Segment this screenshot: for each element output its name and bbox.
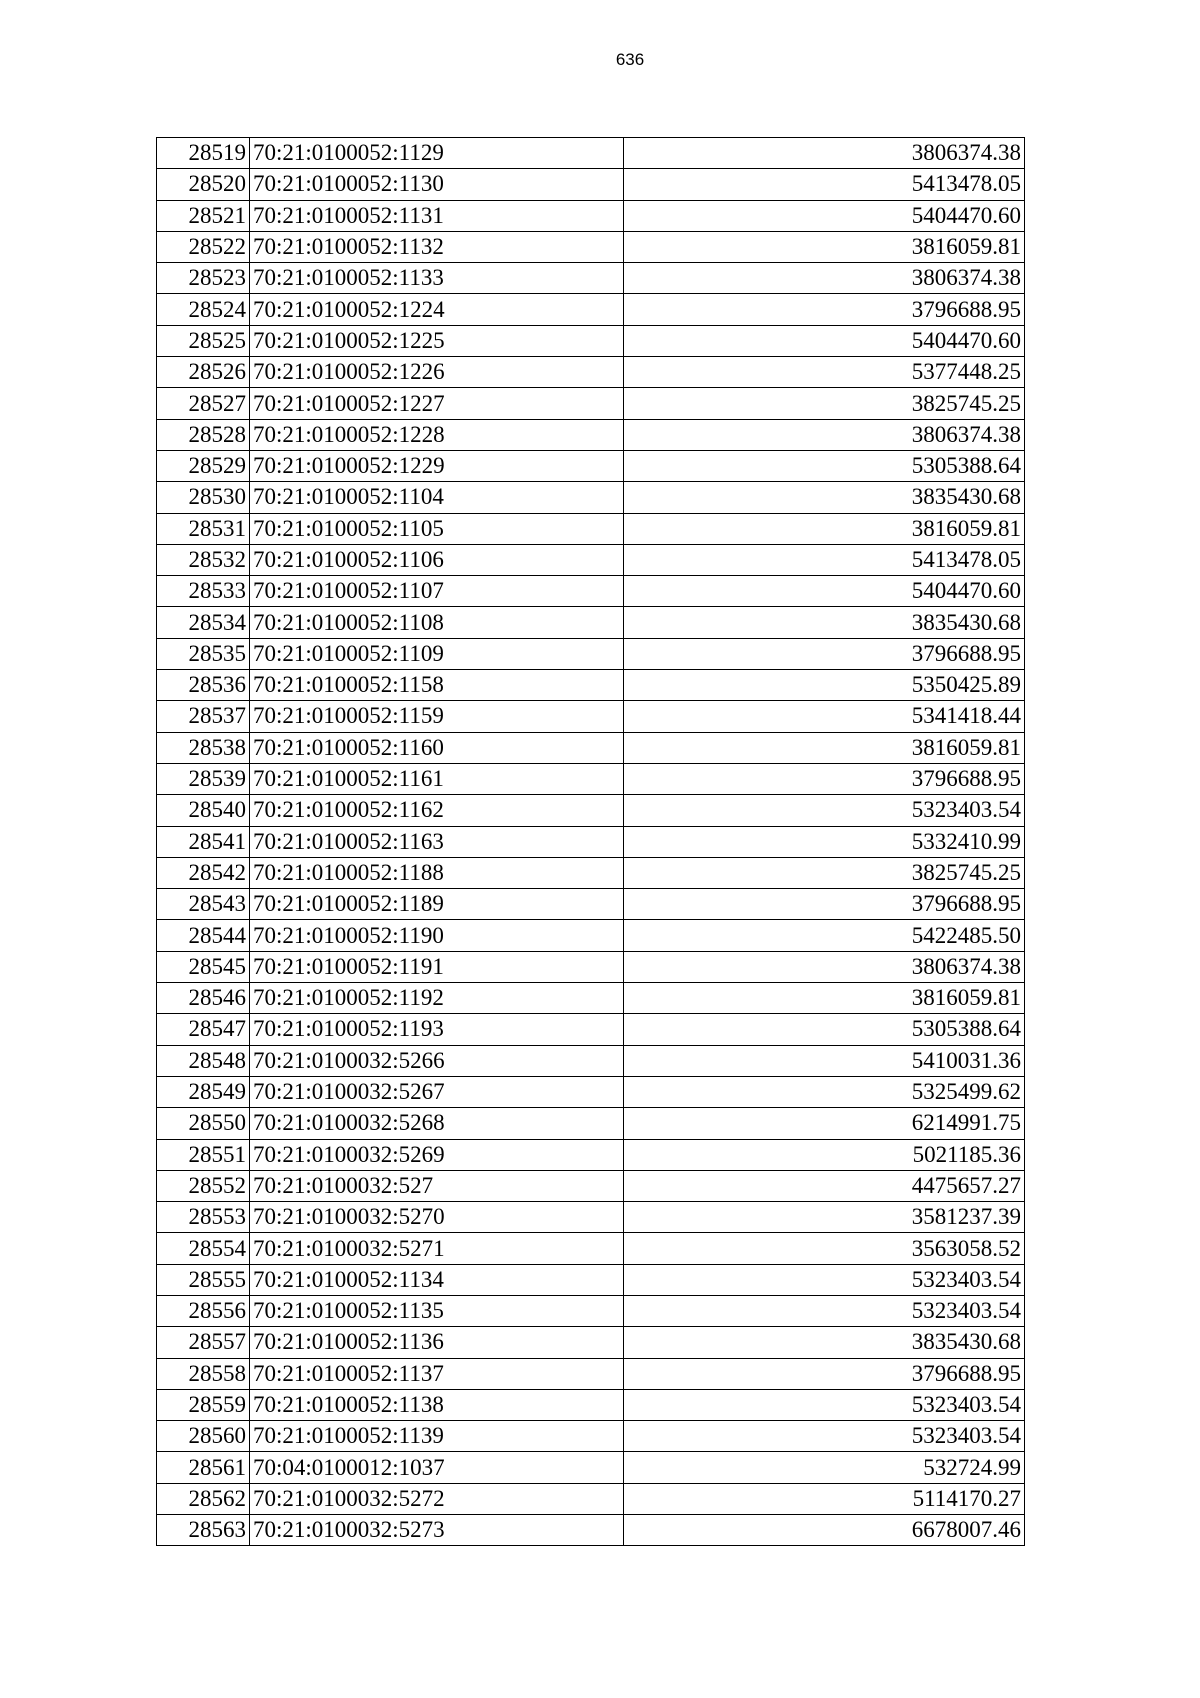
cadastral-value-cell: 5114170.27	[624, 1483, 1025, 1514]
table-row	[157, 1108, 1025, 1139]
row-number-cell: 28535	[157, 638, 250, 669]
row-number-cell: 28554	[157, 1233, 250, 1264]
table-row	[157, 325, 1025, 356]
table-row	[157, 1014, 1025, 1045]
cadastral-value-cell: 5323403.54	[624, 1264, 1025, 1295]
table-row	[157, 1515, 1025, 1546]
table-row	[157, 1389, 1025, 1420]
table-row	[157, 983, 1025, 1014]
row-number-cell: 28527	[157, 388, 250, 419]
cadastral-number-cell: 70:21:0100052:1161	[250, 763, 624, 794]
row-number-cell: 28528	[157, 419, 250, 450]
row-number-cell: 28542	[157, 857, 250, 888]
table-row	[157, 1358, 1025, 1389]
cadastral-value-cell: 3825745.25	[624, 857, 1025, 888]
cadastral-value-cell: 3796688.95	[624, 1358, 1025, 1389]
cadastral-value-cell: 3806374.38	[624, 951, 1025, 982]
cadastral-value-cell: 3816059.81	[624, 732, 1025, 763]
cadastral-number-cell: 70:21:0100052:1106	[250, 544, 624, 575]
cadastral-value-cell: 5332410.99	[624, 826, 1025, 857]
cadastral-value-cell: 3835430.68	[624, 1327, 1025, 1358]
row-number-cell: 28549	[157, 1076, 250, 1107]
cadastral-value-cell: 3816059.81	[624, 983, 1025, 1014]
cadastral-number-cell: 70:21:0100052:1190	[250, 920, 624, 951]
table-row	[157, 544, 1025, 575]
cadastral-value-cell: 3796688.95	[624, 294, 1025, 325]
table-row	[157, 889, 1025, 920]
table-row	[157, 1076, 1025, 1107]
row-number-cell: 28538	[157, 732, 250, 763]
row-number-cell: 28552	[157, 1170, 250, 1201]
row-number-cell: 28543	[157, 889, 250, 920]
table-row	[157, 1202, 1025, 1233]
cadastral-value-cell: 3806374.38	[624, 263, 1025, 294]
cadastral-number-cell: 70:21:0100052:1130	[250, 169, 624, 200]
cadastral-number-cell: 70:21:0100032:5270	[250, 1202, 624, 1233]
table-row	[157, 951, 1025, 982]
table-row	[157, 1045, 1025, 1076]
cadastral-number-cell: 70:21:0100052:1188	[250, 857, 624, 888]
cadastral-value-cell: 5325499.62	[624, 1076, 1025, 1107]
cadastral-number-cell: 70:21:0100052:1105	[250, 513, 624, 544]
table-row	[157, 1264, 1025, 1295]
table-row	[157, 169, 1025, 200]
cadastral-value-cell: 6678007.46	[624, 1515, 1025, 1546]
row-number-cell: 28525	[157, 325, 250, 356]
table-row	[157, 826, 1025, 857]
table-row	[157, 231, 1025, 262]
row-number-cell: 28551	[157, 1139, 250, 1170]
table-row	[157, 1170, 1025, 1201]
row-number-cell: 28540	[157, 795, 250, 826]
table-row	[157, 670, 1025, 701]
cadastral-value-cell: 3796688.95	[624, 889, 1025, 920]
row-number-cell: 28531	[157, 513, 250, 544]
cadastral-value-cell: 3806374.38	[624, 419, 1025, 450]
cadastral-value-cell: 5323403.54	[624, 1295, 1025, 1326]
row-number-cell: 28557	[157, 1327, 250, 1358]
cadastral-number-cell: 70:21:0100052:1139	[250, 1421, 624, 1452]
cadastral-value-cell: 3835430.68	[624, 482, 1025, 513]
table-row	[157, 576, 1025, 607]
table-row	[157, 1233, 1025, 1264]
cadastral-number-cell: 70:04:0100012:1037	[250, 1452, 624, 1483]
cadastral-number-cell: 70:21:0100052:1189	[250, 889, 624, 920]
cadastral-number-cell: 70:21:0100052:1129	[250, 138, 624, 169]
row-number-cell: 28541	[157, 826, 250, 857]
cadastral-value-cell: 3816059.81	[624, 513, 1025, 544]
cadastral-number-cell: 70:21:0100032:5269	[250, 1139, 624, 1170]
row-number-cell: 28553	[157, 1202, 250, 1233]
cadastral-number-cell: 70:21:0100052:1159	[250, 701, 624, 732]
cadastral-value-cell: 5413478.05	[624, 544, 1025, 575]
table-row	[157, 450, 1025, 481]
cadastral-value-cell: 3816059.81	[624, 231, 1025, 262]
cadastral-value-cell: 5377448.25	[624, 357, 1025, 388]
row-number-cell: 28529	[157, 450, 250, 481]
cadastral-value-cell: 3806374.38	[624, 138, 1025, 169]
table-row	[157, 419, 1025, 450]
cadastral-value-cell: 5422485.50	[624, 920, 1025, 951]
table-row	[157, 857, 1025, 888]
table-row	[157, 638, 1025, 669]
table-row	[157, 763, 1025, 794]
cadastral-value-cell: 3835430.68	[624, 607, 1025, 638]
cadastral-number-cell: 70:21:0100052:1137	[250, 1358, 624, 1389]
row-number-cell: 28560	[157, 1421, 250, 1452]
row-number-cell: 28523	[157, 263, 250, 294]
table-row	[157, 263, 1025, 294]
cadastral-number-cell: 70:21:0100052:1104	[250, 482, 624, 513]
row-number-cell: 28519	[157, 138, 250, 169]
cadastral-value-cell: 6214991.75	[624, 1108, 1025, 1139]
cadastral-value-cell: 5404470.60	[624, 200, 1025, 231]
row-number-cell: 28563	[157, 1515, 250, 1546]
row-number-cell: 28522	[157, 231, 250, 262]
cadastral-number-cell: 70:21:0100032:5268	[250, 1108, 624, 1139]
row-number-cell: 28545	[157, 951, 250, 982]
table-row	[157, 200, 1025, 231]
table-row	[157, 513, 1025, 544]
cadastral-number-cell: 70:21:0100052:1228	[250, 419, 624, 450]
cadastral-number-cell: 70:21:0100052:1133	[250, 263, 624, 294]
cadastral-value-cell: 4475657.27	[624, 1170, 1025, 1201]
cadastral-number-cell: 70:21:0100052:1107	[250, 576, 624, 607]
row-number-cell: 28536	[157, 670, 250, 701]
table-row	[157, 701, 1025, 732]
cadastral-number-cell: 70:21:0100052:1192	[250, 983, 624, 1014]
cadastral-value-cell: 5410031.36	[624, 1045, 1025, 1076]
row-number-cell: 28521	[157, 200, 250, 231]
row-number-cell: 28561	[157, 1452, 250, 1483]
cadastral-number-cell: 70:21:0100052:1109	[250, 638, 624, 669]
table-row	[157, 1327, 1025, 1358]
cadastral-value-table	[156, 137, 1025, 1546]
cadastral-number-cell: 70:21:0100052:1193	[250, 1014, 624, 1045]
cadastral-value-cell: 532724.99	[624, 1452, 1025, 1483]
row-number-cell: 28555	[157, 1264, 250, 1295]
cadastral-number-cell: 70:21:0100052:1108	[250, 607, 624, 638]
row-number-cell: 28530	[157, 482, 250, 513]
row-number-cell: 28532	[157, 544, 250, 575]
row-number-cell: 28539	[157, 763, 250, 794]
row-number-cell: 28550	[157, 1108, 250, 1139]
table-row	[157, 1421, 1025, 1452]
page-number: 636	[615, 50, 645, 69]
table-row	[157, 294, 1025, 325]
table-row	[157, 1452, 1025, 1483]
row-number-cell: 28524	[157, 294, 250, 325]
cadastral-number-cell: 70:21:0100052:1163	[250, 826, 624, 857]
row-number-cell: 28537	[157, 701, 250, 732]
cadastral-value-cell: 3563058.52	[624, 1233, 1025, 1264]
row-number-cell: 28547	[157, 1014, 250, 1045]
cadastral-value-cell: 5305388.64	[624, 1014, 1025, 1045]
cadastral-value-cell: 5323403.54	[624, 1421, 1025, 1452]
cadastral-number-cell: 70:21:0100052:1131	[250, 200, 624, 231]
row-number-cell: 28559	[157, 1389, 250, 1420]
row-number-cell: 28562	[157, 1483, 250, 1514]
table-row	[157, 357, 1025, 388]
cadastral-number-cell: 70:21:0100052:1162	[250, 795, 624, 826]
cadastral-number-cell: 70:21:0100052:1226	[250, 357, 624, 388]
cadastral-number-cell: 70:21:0100052:1135	[250, 1295, 624, 1326]
cadastral-number-cell: 70:21:0100052:1224	[250, 294, 624, 325]
table-row	[157, 388, 1025, 419]
cadastral-value-cell: 5404470.60	[624, 325, 1025, 356]
row-number-cell: 28548	[157, 1045, 250, 1076]
table-row	[157, 1139, 1025, 1170]
row-number-cell: 28526	[157, 357, 250, 388]
cadastral-number-cell: 70:21:0100052:1132	[250, 231, 624, 262]
cadastral-number-cell: 70:21:0100052:1160	[250, 732, 624, 763]
cadastral-value-cell: 5341418.44	[624, 701, 1025, 732]
cadastral-value-cell: 3825745.25	[624, 388, 1025, 419]
table-row	[157, 920, 1025, 951]
table-row	[157, 1483, 1025, 1514]
cadastral-number-cell: 70:21:0100032:5267	[250, 1076, 624, 1107]
row-number-cell: 28556	[157, 1295, 250, 1326]
cadastral-value-cell: 3796688.95	[624, 763, 1025, 794]
table-body	[157, 138, 1025, 1546]
cadastral-value-cell: 5021185.36	[624, 1139, 1025, 1170]
row-number-cell: 28534	[157, 607, 250, 638]
cadastral-number-cell: 70:21:0100052:1138	[250, 1389, 624, 1420]
row-number-cell: 28544	[157, 920, 250, 951]
row-number-cell: 28520	[157, 169, 250, 200]
cadastral-number-cell: 70:21:0100032:5272	[250, 1483, 624, 1514]
row-number-cell: 28546	[157, 983, 250, 1014]
table-row	[157, 1295, 1025, 1326]
cadastral-number-cell: 70:21:0100032:5266	[250, 1045, 624, 1076]
cadastral-number-cell: 70:21:0100052:1227	[250, 388, 624, 419]
cadastral-value-cell: 5323403.54	[624, 1389, 1025, 1420]
table-row	[157, 732, 1025, 763]
cadastral-value-cell: 5404470.60	[624, 576, 1025, 607]
cadastral-number-cell: 70:21:0100032:5271	[250, 1233, 624, 1264]
row-number-cell: 28558	[157, 1358, 250, 1389]
cadastral-number-cell: 70:21:0100032:5273	[250, 1515, 624, 1546]
table-row	[157, 607, 1025, 638]
cadastral-value-cell: 5413478.05	[624, 169, 1025, 200]
cadastral-number-cell: 70:21:0100052:1136	[250, 1327, 624, 1358]
cadastral-number-cell: 70:21:0100052:1229	[250, 450, 624, 481]
cadastral-value-cell: 3796688.95	[624, 638, 1025, 669]
cadastral-number-cell: 70:21:0100052:1225	[250, 325, 624, 356]
cadastral-value-cell: 3581237.39	[624, 1202, 1025, 1233]
table-row	[157, 138, 1025, 169]
row-number-cell: 28533	[157, 576, 250, 607]
table-row	[157, 795, 1025, 826]
table-row	[157, 482, 1025, 513]
cadastral-number-cell: 70:21:0100052:1158	[250, 670, 624, 701]
cadastral-number-cell: 70:21:0100052:1191	[250, 951, 624, 982]
cadastral-value-cell: 5305388.64	[624, 450, 1025, 481]
cadastral-value-cell: 5323403.54	[624, 795, 1025, 826]
cadastral-number-cell: 70:21:0100052:1134	[250, 1264, 624, 1295]
cadastral-number-cell: 70:21:0100032:527	[250, 1170, 624, 1201]
cadastral-value-cell: 5350425.89	[624, 670, 1025, 701]
